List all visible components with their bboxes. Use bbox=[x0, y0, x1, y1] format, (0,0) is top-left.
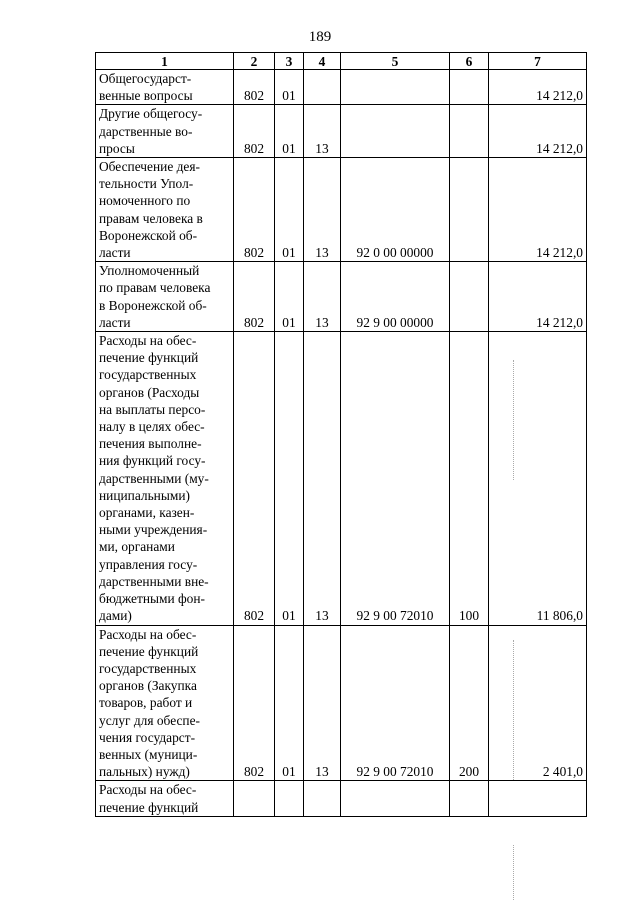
row-name-line: ласти bbox=[99, 245, 131, 261]
row-name-line: Расходы на обес- bbox=[99, 626, 197, 642]
row-name bbox=[96, 158, 234, 262]
cell-ministry bbox=[234, 781, 275, 816]
cell-target-article bbox=[341, 70, 450, 105]
cell-expense-type: 100 bbox=[450, 332, 489, 625]
row-name-line: просы bbox=[99, 140, 135, 156]
row-name-line: тельности Упол- bbox=[99, 176, 194, 192]
cell-subsection: 13 bbox=[304, 625, 341, 781]
cell-expense-type bbox=[450, 158, 489, 262]
row-name bbox=[96, 105, 234, 158]
row-name-line: органов (Расходы bbox=[99, 384, 200, 400]
row-name-line: на выплаты персо- bbox=[99, 401, 206, 417]
table-row bbox=[96, 70, 587, 105]
cell-ministry: 802 bbox=[234, 332, 275, 625]
row-name-line: печение функций bbox=[99, 799, 199, 815]
row-name-line: Расходы на обес- bbox=[99, 333, 197, 349]
row-name-line: венные вопросы bbox=[99, 88, 193, 104]
cell-subsection: 13 bbox=[304, 158, 341, 262]
row-name-line: бюджетными фон- bbox=[99, 591, 205, 607]
cell-section: 01 bbox=[275, 158, 304, 262]
cell-amount: 14 212,0 bbox=[489, 70, 587, 105]
row-name-line: номоченного по bbox=[99, 193, 191, 209]
row-name-line: товаров, работ и bbox=[99, 695, 193, 711]
row-name-line: правам человека в bbox=[99, 210, 203, 226]
row-name bbox=[96, 625, 234, 781]
cell-target-article: 92 0 00 00000 bbox=[341, 158, 450, 262]
cell-section: 01 bbox=[275, 625, 304, 781]
cell-ministry: 802 bbox=[234, 262, 275, 332]
cell-amount: 11 806,0 bbox=[489, 332, 587, 625]
cell-expense-type bbox=[450, 105, 489, 158]
row-name-line: дарственными (му- bbox=[99, 470, 209, 486]
scan-margin-mark bbox=[513, 845, 515, 900]
row-name-line: дарственными вне- bbox=[99, 573, 209, 589]
row-name-line: Расходы на обес- bbox=[99, 782, 197, 798]
cell-amount: 14 212,0 bbox=[489, 105, 587, 158]
row-name-line: печение функций bbox=[99, 350, 199, 366]
column-header: 7 bbox=[489, 53, 587, 70]
cell-section: 01 bbox=[275, 105, 304, 158]
cell-subsection bbox=[304, 70, 341, 105]
cell-subsection: 13 bbox=[304, 262, 341, 332]
cell-section bbox=[275, 781, 304, 816]
row-name-line: венных (муници- bbox=[99, 746, 198, 762]
cell-expense-type bbox=[450, 781, 489, 816]
cell-expense-type: 200 bbox=[450, 625, 489, 781]
row-name-line: ния функций госу- bbox=[99, 453, 206, 469]
row-name-line: по правам человека bbox=[99, 280, 211, 296]
row-name-line: Общегосударст- bbox=[99, 71, 192, 86]
row-name-line: государственных bbox=[99, 367, 197, 383]
row-name-line: дарственные во- bbox=[99, 123, 193, 139]
row-name-line: услуг для обеспе- bbox=[99, 712, 200, 728]
row-name-line: чения государст- bbox=[99, 729, 196, 745]
column-header: 2 bbox=[234, 53, 275, 70]
row-name-line: печение функций bbox=[99, 643, 199, 659]
cell-expense-type bbox=[450, 70, 489, 105]
table-row bbox=[96, 158, 587, 262]
row-name-line: пальных) нужд) bbox=[99, 764, 190, 780]
row-name-line: Обеспечение дея- bbox=[99, 159, 200, 175]
cell-ministry: 802 bbox=[234, 158, 275, 262]
column-header: 6 bbox=[450, 53, 489, 70]
row-name-line: государственных bbox=[99, 660, 197, 676]
row-name-line: ниципальными) bbox=[99, 487, 190, 503]
cell-section: 01 bbox=[275, 262, 304, 332]
scan-margin-mark bbox=[513, 360, 515, 480]
cell-ministry: 802 bbox=[234, 105, 275, 158]
cell-amount: 14 212,0 bbox=[489, 262, 587, 332]
row-name-line: дами) bbox=[99, 608, 132, 624]
cell-subsection: 13 bbox=[304, 332, 341, 625]
cell-expense-type bbox=[450, 262, 489, 332]
row-name-line: Уполномоченный bbox=[99, 263, 200, 279]
cell-target-article: 92 9 00 00000 bbox=[341, 262, 450, 332]
column-header: 1 bbox=[96, 53, 234, 70]
cell-target-article bbox=[341, 781, 450, 816]
row-name-line: ласти bbox=[99, 314, 131, 330]
table-row bbox=[96, 105, 587, 158]
cell-ministry: 802 bbox=[234, 625, 275, 781]
row-name-line: органов (Закупка bbox=[99, 678, 197, 694]
column-header: 4 bbox=[304, 53, 341, 70]
row-name-line: налу в целях обес- bbox=[99, 419, 205, 435]
table-header-row bbox=[96, 53, 587, 70]
table-row bbox=[96, 781, 587, 816]
row-name-line: ми, органами bbox=[99, 539, 175, 555]
row-name bbox=[96, 781, 234, 816]
column-header: 3 bbox=[275, 53, 304, 70]
row-name-line: управления госу- bbox=[99, 556, 198, 572]
row-name-line: печения выполне- bbox=[99, 436, 202, 452]
cell-amount: 2 401,0 bbox=[489, 625, 587, 781]
row-name bbox=[96, 70, 234, 105]
cell-target-article: 92 9 00 72010 bbox=[341, 625, 450, 781]
cell-amount bbox=[489, 781, 587, 816]
table-row bbox=[96, 262, 587, 332]
cell-target-article: 92 9 00 72010 bbox=[341, 332, 450, 625]
page-number: 189 bbox=[308, 29, 332, 45]
cell-subsection bbox=[304, 781, 341, 816]
scan-margin-mark bbox=[513, 640, 515, 780]
row-name-line: Воронежской об- bbox=[99, 227, 198, 243]
row-name bbox=[96, 332, 234, 625]
row-name-line: ными учреждения- bbox=[99, 522, 208, 538]
row-name bbox=[96, 262, 234, 332]
cell-target-article bbox=[341, 105, 450, 158]
column-header: 5 bbox=[341, 53, 450, 70]
cell-section: 01 bbox=[275, 332, 304, 625]
cell-amount: 14 212,0 bbox=[489, 158, 587, 262]
row-name-line: органами, казен- bbox=[99, 505, 195, 521]
cell-section: 01 bbox=[275, 70, 304, 105]
row-name-line: Другие общегосу- bbox=[99, 106, 203, 122]
cell-subsection: 13 bbox=[304, 105, 341, 158]
cell-ministry: 802 bbox=[234, 70, 275, 105]
row-name-line: в Воронежской об- bbox=[99, 297, 207, 313]
